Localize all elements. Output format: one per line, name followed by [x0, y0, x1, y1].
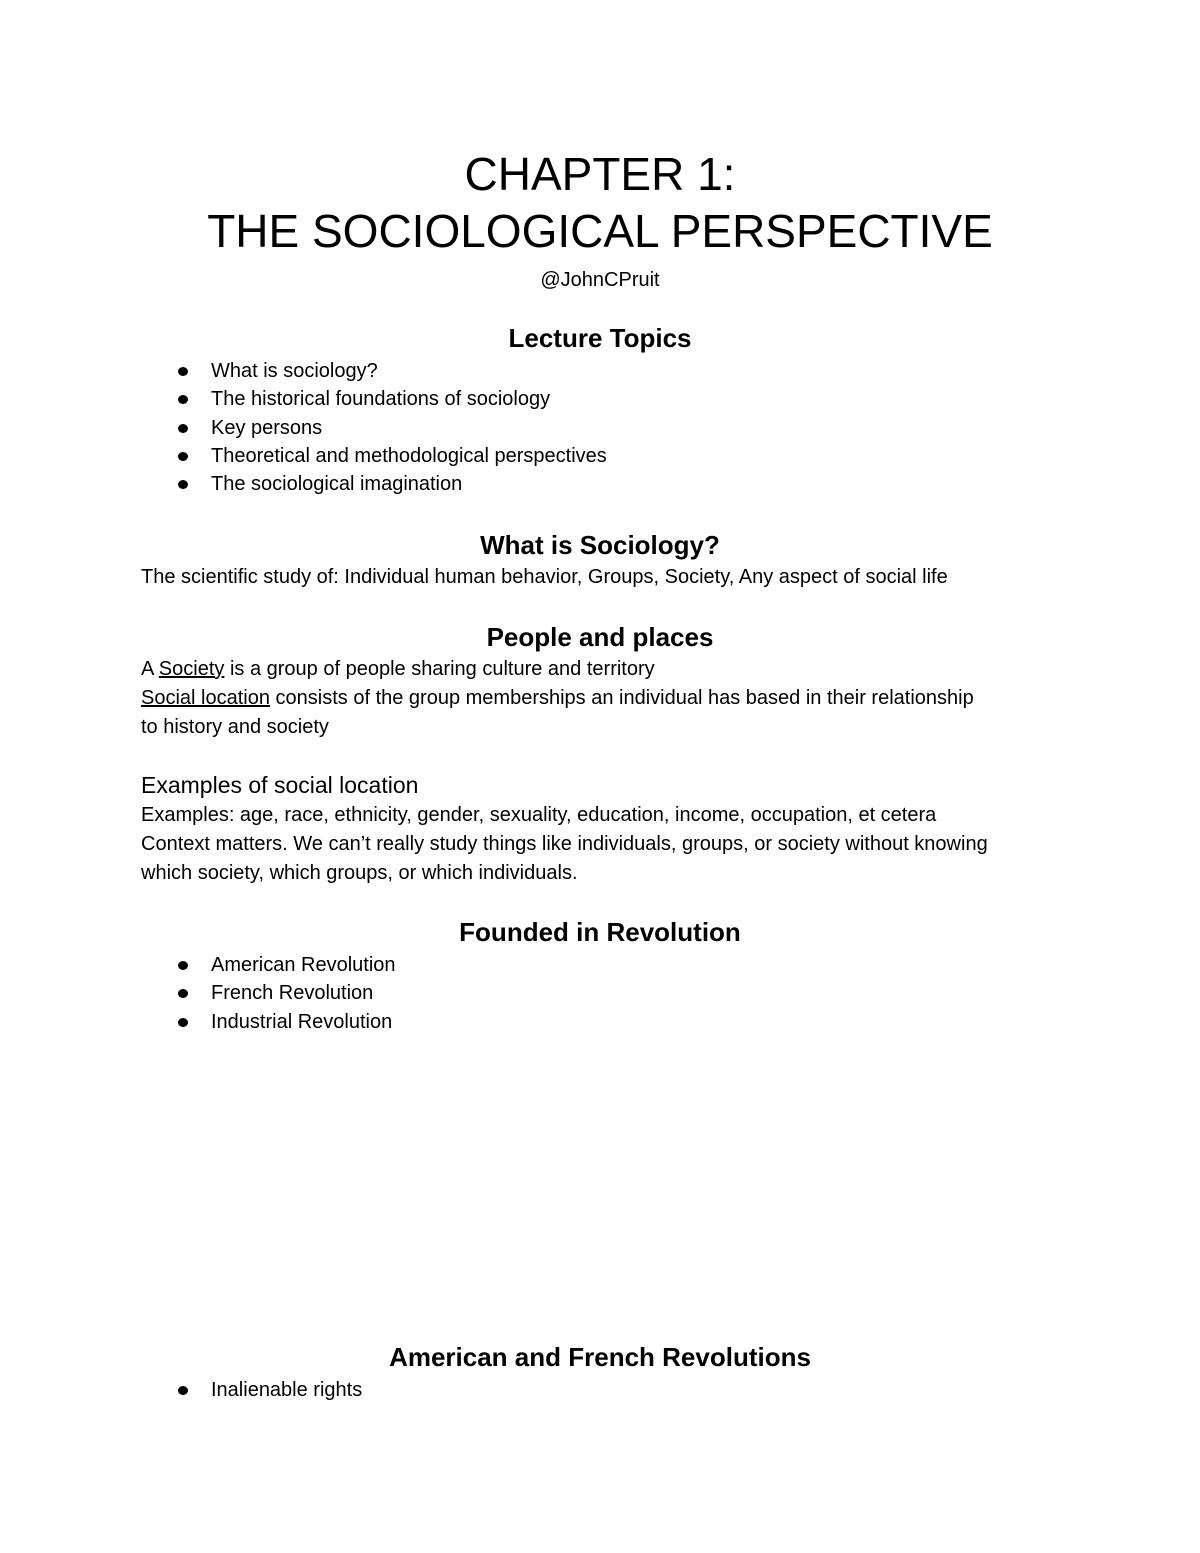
bullet-icon	[178, 961, 188, 970]
chapter-subtitle: THE SOCIOLOGICAL PERSPECTIVE	[207, 205, 993, 257]
what-is-sociology-heading: What is Sociology?	[480, 530, 720, 560]
founded-heading: Founded in Revolution	[459, 917, 741, 947]
list-item: Theoretical and methodological perspectives	[141, 442, 1059, 470]
social-location-term: Social location	[141, 687, 270, 709]
examples-subheading: Examples of social location	[141, 772, 419, 798]
society-term: Society	[158, 658, 225, 680]
chapter-title: CHAPTER 1:	[464, 148, 736, 200]
people-and-places-heading: People and places	[486, 622, 714, 652]
list-item: The historical foundations of sociology	[141, 385, 1059, 413]
bullet-icon	[178, 480, 188, 489]
list-item: What is sociology?	[141, 357, 1059, 385]
american-french-list	[141, 1376, 1059, 1404]
bullet-icon	[178, 989, 188, 998]
bullet-icon	[178, 367, 188, 376]
bullet-icon	[178, 452, 188, 461]
founded-list	[141, 951, 1059, 1036]
lecture-topics-heading: Lecture Topics	[508, 323, 692, 353]
social-location-definition: Social location consists of the group memberships an individual has based in their relationship	[141, 687, 974, 709]
bullet-icon	[178, 424, 188, 433]
list-item: Key persons	[141, 414, 1059, 442]
bullet-icon	[178, 1386, 188, 1395]
bullet-icon	[178, 1018, 188, 1027]
bullet-icon	[178, 395, 188, 404]
list-item: The sociological imagination	[141, 470, 1059, 498]
lecture-topics-list	[141, 357, 1059, 498]
social-location-definition-cont: to history and society	[141, 716, 329, 738]
sociology-definition: The scientific study of: Individual human behavior, Groups, Society, Any aspect of social life	[141, 566, 948, 588]
examples-line: Examples: age, race, ethnicity, gender, sexuality, education, income, occupation, et cetera	[141, 804, 937, 826]
context-line-cont: which society, which groups, or which individuals.	[141, 862, 578, 884]
context-line: Context matters. We can’t really study things like individuals, groups, or society without knowing	[141, 833, 988, 855]
list-item: Inalienable rights	[141, 1376, 1059, 1404]
list-item: Industrial Revolution	[141, 1008, 1059, 1036]
american-french-heading: American and French Revolutions	[389, 1342, 811, 1372]
list-item: French Revolution	[141, 979, 1059, 1007]
list-item: American Revolution	[141, 951, 1059, 979]
author-handle: @JohnCPruit	[540, 269, 660, 291]
society-definition: A Society is a group of people sharing culture and territory	[141, 658, 655, 680]
